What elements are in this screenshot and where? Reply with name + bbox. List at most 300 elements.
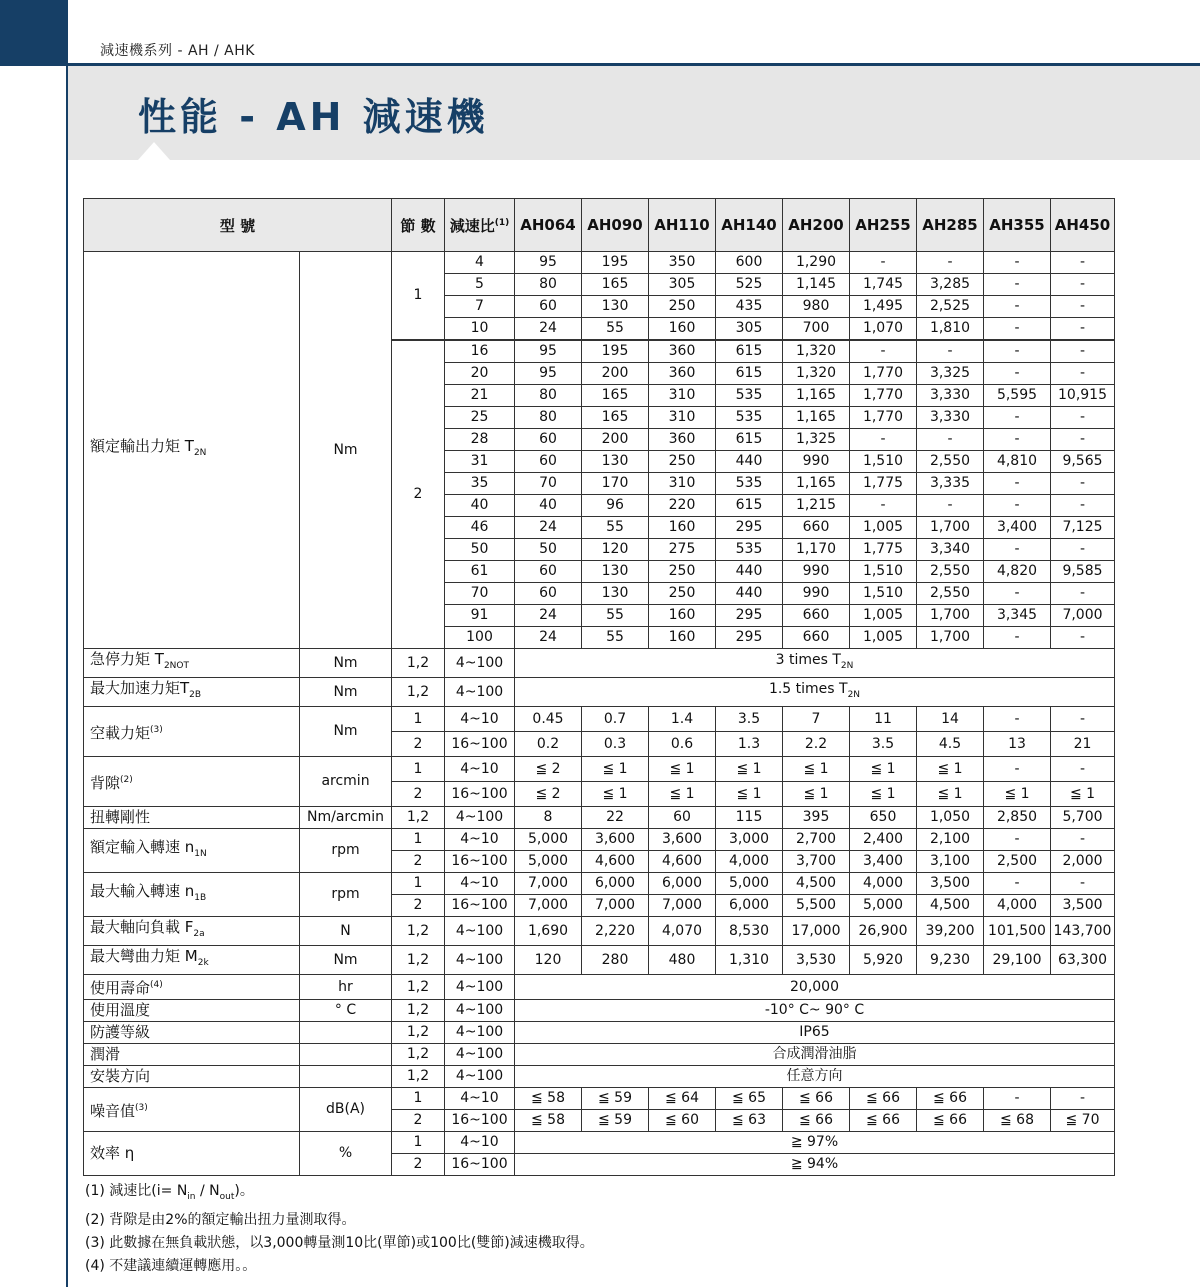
value-cell: 310 [649, 473, 716, 495]
ratio-cell: 4~10 [445, 829, 515, 851]
value-cell: 6,000 [649, 873, 716, 895]
value-cell: ≦ 59 [582, 1088, 649, 1110]
value-cell: 22 [582, 807, 649, 829]
value-cell: 360 [649, 429, 716, 451]
row-label-sup: (2) [120, 774, 133, 785]
row-label [84, 649, 300, 678]
value-cell: 1,745 [850, 274, 917, 296]
value-cell: 24 [515, 627, 582, 649]
value-cell: 1,510 [850, 583, 917, 605]
value-cell: 7,000 [649, 895, 716, 917]
value-cell: 1,510 [850, 561, 917, 583]
ratio-cell: 16~100 [445, 732, 515, 757]
value-cell: 280 [582, 946, 649, 975]
value-cell: 8,530 [716, 917, 783, 946]
ratio-cell: 4~100 [445, 946, 515, 975]
ratio-cell: 16 [445, 340, 515, 363]
header-model-col: AH200 [783, 199, 850, 252]
value-cell: 1,165 [783, 385, 850, 407]
row-unit: arcmin [300, 757, 392, 807]
value-cell: - [917, 252, 984, 274]
stage-cell: 1 [392, 873, 445, 895]
value-cell: 70 [515, 473, 582, 495]
ratio-cell: 28 [445, 429, 515, 451]
value-cell: 3,400 [984, 517, 1051, 539]
ratio-cell: 4~10 [445, 1132, 515, 1154]
value-cell: - [1051, 274, 1115, 296]
table-row [84, 649, 1115, 678]
value-cell: - [984, 1088, 1051, 1110]
ratio-cell: 4~100 [445, 807, 515, 829]
value-cell: 3,330 [917, 385, 984, 407]
value-cell: 1,050 [917, 807, 984, 829]
value-cell: 1,510 [850, 451, 917, 473]
value-cell: ≦ 58 [515, 1088, 582, 1110]
value-cell: 1,165 [783, 473, 850, 495]
row-label [84, 678, 300, 707]
value-cell: ≦ 1 [850, 757, 917, 782]
value-cell: 250 [649, 583, 716, 605]
stage-cell: 1,2 [392, 807, 445, 829]
ratio-cell: 16~100 [445, 1110, 515, 1132]
header-model-col: AH140 [716, 199, 783, 252]
ratio-cell: 7 [445, 296, 515, 318]
value-cell: ≦ 66 [783, 1110, 850, 1132]
ratio-cell: 16~100 [445, 1154, 515, 1176]
value-cell: 1,700 [917, 605, 984, 627]
stage-cell: 2 [392, 732, 445, 757]
value-cell: - [1051, 707, 1115, 732]
row-label-text: 潤滑 [90, 1045, 121, 1063]
value-cell: 2,550 [917, 561, 984, 583]
stage-cell: 1,2 [392, 975, 445, 1000]
value-cell: ≦ 1 [783, 782, 850, 807]
row-unit [300, 1044, 392, 1066]
row-label [84, 252, 300, 649]
value-cell: 2,220 [582, 917, 649, 946]
value-cell: 295 [716, 517, 783, 539]
value-cell: 0.2 [515, 732, 582, 757]
value-cell: - [984, 340, 1051, 363]
row-unit [300, 1022, 392, 1044]
value-cell: ≦ 1 [649, 782, 716, 807]
value-cell: 5,700 [1051, 807, 1115, 829]
value-cell: 1,770 [850, 363, 917, 385]
value-cell: 3,500 [917, 873, 984, 895]
value-cell: - [1051, 829, 1115, 851]
row-label [84, 1088, 300, 1132]
value-cell: 200 [582, 363, 649, 385]
value-cell: 60 [515, 451, 582, 473]
stage-cell: 1 [392, 757, 445, 782]
ratio-cell: 4~10 [445, 873, 515, 895]
value-cell: 7,125 [1051, 517, 1115, 539]
ratio-cell: 61 [445, 561, 515, 583]
value-cell: ≦ 60 [649, 1110, 716, 1132]
value-cell: 60 [515, 429, 582, 451]
value-cell: ≦ 1 [984, 782, 1051, 807]
value-cell: 9,565 [1051, 451, 1115, 473]
value-cell: 160 [649, 605, 716, 627]
page-title: 性能 - AH 減速機 [138, 95, 489, 139]
ratio-cell: 5 [445, 274, 515, 296]
row-label [84, 707, 300, 757]
value-cell: 0.45 [515, 707, 582, 732]
value-cell: 195 [582, 252, 649, 274]
ratio-cell: 40 [445, 495, 515, 517]
value-cell: 3,600 [582, 829, 649, 851]
row-unit: rpm [300, 829, 392, 873]
stage-cell: 1,2 [392, 1022, 445, 1044]
value-cell: 101,500 [984, 917, 1051, 946]
value-cell: - [984, 829, 1051, 851]
value-cell: 11 [850, 707, 917, 732]
header-model-col: AH110 [649, 199, 716, 252]
value-cell: 80 [515, 274, 582, 296]
value-cell: 2,400 [850, 829, 917, 851]
header-model-col: AH450 [1051, 199, 1115, 252]
value-cell: - [917, 429, 984, 451]
row-label-sup: (3) [150, 724, 163, 735]
value-cell: 4.5 [917, 732, 984, 757]
value-cell: 96 [582, 495, 649, 517]
row-unit: % [300, 1132, 392, 1176]
value-cell: 3,500 [1051, 895, 1115, 917]
value-cell: - [984, 757, 1051, 782]
value-cell: - [1051, 757, 1115, 782]
value-cell: 6,000 [716, 895, 783, 917]
value-cell: ≦ 1 [783, 757, 850, 782]
row-label-text: 額定輸入轉速 n [90, 837, 195, 856]
row-label-sup: (3) [135, 1102, 148, 1113]
value-cell: - [984, 318, 1051, 341]
header-model-col: AH255 [850, 199, 917, 252]
value-cell: - [1051, 340, 1115, 363]
value-cell: - [1051, 539, 1115, 561]
row-label [84, 975, 300, 1000]
ratio-cell: 31 [445, 451, 515, 473]
footnote-4: (4) 不建議連續運轉應用。。 [85, 1257, 257, 1274]
stage-cell: 1 [392, 829, 445, 851]
row-label-sub: 2k [197, 958, 209, 968]
value-cell: ≦ 1 [917, 757, 984, 782]
row-label-text: 急停力矩 T [90, 650, 164, 668]
value-cell: 4,000 [716, 851, 783, 873]
value-cell: 615 [716, 363, 783, 385]
value-cell: 2,700 [783, 829, 850, 851]
value-cell: ≦ 1 [582, 782, 649, 807]
stage-cell: 1 [392, 252, 445, 341]
stage-cell: 1,2 [392, 1044, 445, 1066]
value-cell: 26,900 [850, 917, 917, 946]
value-cell: ≦ 1 [1051, 782, 1115, 807]
value-cell: 1,005 [850, 627, 917, 649]
value-cell: 4,000 [984, 895, 1051, 917]
span-value-cell: -10° C~ 90° C [515, 1000, 1115, 1022]
table-row [84, 678, 1115, 707]
row-label-text: 噪音值 [90, 1101, 136, 1120]
value-cell: 165 [582, 407, 649, 429]
row-label [84, 917, 300, 946]
value-cell: 0.6 [649, 732, 716, 757]
header-model-text: 型 號 [219, 216, 256, 235]
row-label [84, 946, 300, 975]
row-unit: N [300, 917, 392, 946]
header-model-col: AH090 [582, 199, 649, 252]
value-cell: - [1051, 296, 1115, 318]
table-row [84, 1000, 1115, 1022]
value-cell: 3,530 [783, 946, 850, 975]
stage-cell: 2 [392, 340, 445, 649]
value-cell: - [850, 340, 917, 363]
value-cell: 435 [716, 296, 783, 318]
table-row [84, 946, 1115, 975]
value-cell: ≦ 66 [783, 1088, 850, 1110]
value-cell: 3,600 [649, 829, 716, 851]
ratio-cell: 16~100 [445, 782, 515, 807]
value-cell: ≦ 70 [1051, 1110, 1115, 1132]
table-row [84, 807, 1115, 829]
ratio-cell: 4~100 [445, 1000, 515, 1022]
value-cell: ≦ 2 [515, 757, 582, 782]
stage-cell: 1,2 [392, 1000, 445, 1022]
header-row [84, 199, 1115, 252]
row-label-text: 最大彎曲力矩 M [90, 947, 198, 965]
value-cell: 2,100 [917, 829, 984, 851]
ratio-cell: 46 [445, 517, 515, 539]
row-label-sub: 1N [194, 848, 207, 859]
ratio-cell: 70 [445, 583, 515, 605]
value-cell: 14 [917, 707, 984, 732]
stage-cell: 2 [392, 782, 445, 807]
value-cell: 535 [716, 473, 783, 495]
value-cell: 615 [716, 495, 783, 517]
value-cell: 440 [716, 561, 783, 583]
row-unit: Nm [300, 707, 392, 757]
value-cell: 9,585 [1051, 561, 1115, 583]
ratio-cell: 16~100 [445, 895, 515, 917]
value-cell: 990 [783, 561, 850, 583]
value-cell: 60 [515, 561, 582, 583]
value-cell: - [1051, 473, 1115, 495]
value-cell: 305 [716, 318, 783, 341]
value-cell: 3,100 [917, 851, 984, 873]
series-label: 減速機系列 - AH / AHK [100, 43, 255, 59]
value-cell: 1,770 [850, 385, 917, 407]
value-cell: 7,000 [515, 895, 582, 917]
value-cell: 1,145 [783, 274, 850, 296]
value-cell: 990 [783, 451, 850, 473]
value-cell: 29,100 [984, 946, 1051, 975]
value-cell: - [984, 495, 1051, 517]
row-unit: Nm [300, 649, 392, 678]
value-cell: 1,290 [783, 252, 850, 274]
value-cell: 535 [716, 385, 783, 407]
value-cell: - [984, 539, 1051, 561]
value-cell: ≦ 1 [850, 782, 917, 807]
header-model-col: AH355 [984, 199, 1051, 252]
value-cell: - [1051, 627, 1115, 649]
value-cell: 9,230 [917, 946, 984, 975]
value-cell: 660 [783, 517, 850, 539]
stage-cell: 2 [392, 895, 445, 917]
value-cell: 1,070 [850, 318, 917, 341]
value-cell: 55 [582, 627, 649, 649]
value-cell: 6,000 [582, 873, 649, 895]
table-row [84, 1132, 1115, 1154]
footnote-2: (2) 背隙是由2%的額定輸出扭力量測取得。 [85, 1211, 356, 1228]
ratio-cell: 4~10 [445, 707, 515, 732]
value-cell: 40 [515, 495, 582, 517]
value-cell: ≦ 63 [716, 1110, 783, 1132]
row-unit: hr [300, 975, 392, 1000]
row-label-text: 額定輸出力矩 T [90, 437, 194, 455]
value-cell: 115 [716, 807, 783, 829]
row-label [84, 1022, 300, 1044]
row-label-text: 安裝方向 [90, 1067, 151, 1085]
value-cell: 195 [582, 340, 649, 363]
value-cell: - [984, 252, 1051, 274]
value-cell: 160 [649, 627, 716, 649]
value-cell: 3,335 [917, 473, 984, 495]
value-cell: 1,700 [917, 627, 984, 649]
span-value-cell: ≧ 94% [515, 1154, 1115, 1176]
value-cell: 700 [783, 318, 850, 341]
value-cell: ≦ 64 [649, 1088, 716, 1110]
row-label-text: 最大加速力矩T [90, 679, 190, 697]
value-cell: 55 [582, 605, 649, 627]
value-cell: - [917, 495, 984, 517]
ratio-cell: 4~100 [445, 975, 515, 1000]
ratio-cell: 91 [445, 605, 515, 627]
value-cell: 3,285 [917, 274, 984, 296]
value-cell: - [984, 296, 1051, 318]
value-cell: 130 [582, 583, 649, 605]
value-cell: 615 [716, 340, 783, 363]
stage-cell: 1,2 [392, 917, 445, 946]
value-cell: 80 [515, 385, 582, 407]
value-cell: - [1051, 252, 1115, 274]
stage-cell: 1,2 [392, 1066, 445, 1088]
span-value-cell: IP65 [515, 1022, 1115, 1044]
row-label [84, 1044, 300, 1066]
stage-cell: 1,2 [392, 649, 445, 678]
value-cell: 1,810 [917, 318, 984, 341]
value-cell: 2,000 [1051, 851, 1115, 873]
value-cell: 2,550 [917, 451, 984, 473]
value-cell: 1,700 [917, 517, 984, 539]
value-cell: 480 [649, 946, 716, 975]
value-cell: 2,550 [917, 583, 984, 605]
value-cell: - [917, 340, 984, 363]
table-row [84, 252, 1115, 274]
value-cell: 1,165 [783, 407, 850, 429]
table-row [84, 707, 1115, 732]
value-cell: 980 [783, 296, 850, 318]
value-cell: 50 [515, 539, 582, 561]
span-value-sub: 2N [847, 689, 861, 700]
value-cell: - [984, 363, 1051, 385]
value-cell: 295 [716, 605, 783, 627]
value-cell: 24 [515, 318, 582, 341]
value-cell: 165 [582, 385, 649, 407]
value-cell: 10,915 [1051, 385, 1115, 407]
value-cell: 7,000 [1051, 605, 1115, 627]
header-color-block [0, 0, 68, 66]
value-cell: 525 [716, 274, 783, 296]
footnote-1 [85, 1180, 594, 1209]
value-cell: 17,000 [783, 917, 850, 946]
row-label [84, 1066, 300, 1088]
value-cell: 660 [783, 605, 850, 627]
value-cell: ≦ 58 [515, 1110, 582, 1132]
value-cell: ≦ 1 [716, 757, 783, 782]
value-cell: 1,005 [850, 517, 917, 539]
value-cell: ≦ 66 [917, 1088, 984, 1110]
table-row [84, 1088, 1115, 1110]
value-cell: 3.5 [850, 732, 917, 757]
value-cell: ≦ 66 [850, 1088, 917, 1110]
ratio-cell: 25 [445, 407, 515, 429]
value-cell: - [984, 274, 1051, 296]
value-cell: 5,000 [850, 895, 917, 917]
stage-cell: 1,2 [392, 946, 445, 975]
value-cell: - [1051, 873, 1115, 895]
row-label-text: 防護等級 [90, 1023, 151, 1041]
value-cell: 250 [649, 451, 716, 473]
stage-cell: 1 [392, 707, 445, 732]
table-row [84, 873, 1115, 895]
value-cell: - [984, 873, 1051, 895]
value-cell: 1,775 [850, 539, 917, 561]
value-cell: 360 [649, 363, 716, 385]
value-cell: 160 [649, 318, 716, 341]
value-cell: ≦ 65 [716, 1088, 783, 1110]
value-cell: - [984, 429, 1051, 451]
value-cell: 130 [582, 561, 649, 583]
value-cell: ≦ 66 [850, 1110, 917, 1132]
value-cell: 143,700 [1051, 917, 1115, 946]
span-value-text: 3 times T [775, 651, 841, 668]
table-row [84, 917, 1115, 946]
value-cell: 5,000 [515, 851, 582, 873]
value-cell: 615 [716, 429, 783, 451]
value-cell: 130 [582, 296, 649, 318]
row-label-sub: 2B [189, 690, 202, 700]
span-value-cell: 合成潤滑油脂 [515, 1044, 1115, 1066]
value-cell: 535 [716, 407, 783, 429]
value-cell: 1,495 [850, 296, 917, 318]
value-cell: 130 [582, 451, 649, 473]
title-notch [138, 142, 170, 160]
value-cell: 4,600 [582, 851, 649, 873]
value-cell: - [1051, 429, 1115, 451]
ratio-cell: 35 [445, 473, 515, 495]
value-cell: 7 [783, 707, 850, 732]
footnote-1-sub-in: in [187, 1191, 196, 1202]
value-cell: ≦ 59 [582, 1110, 649, 1132]
span-value-cell [515, 678, 1115, 707]
value-cell: 5,920 [850, 946, 917, 975]
performance-table [83, 198, 1115, 1176]
row-unit: Nm [300, 946, 392, 975]
stage-cell: 1 [392, 1132, 445, 1154]
value-cell: 360 [649, 340, 716, 363]
ratio-cell: 16~100 [445, 851, 515, 873]
value-cell: ≦ 1 [716, 782, 783, 807]
footnote-1-end: )。 [234, 1183, 254, 1199]
value-cell: 250 [649, 296, 716, 318]
